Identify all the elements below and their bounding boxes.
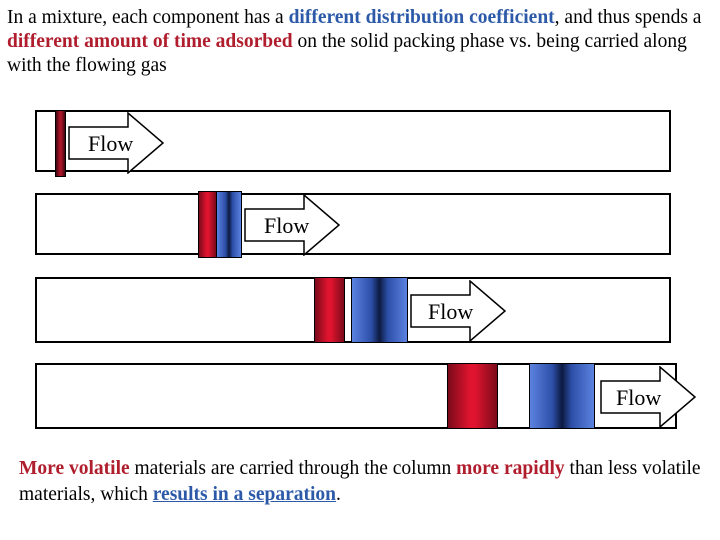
- time-adsorbed-highlight: different amount of time adsorbed: [7, 31, 293, 52]
- intro-text-2: , and thus spends a: [554, 7, 702, 28]
- conclusion-text-2: than less volatile materials, which: [19, 458, 701, 505]
- flow-label-2: Flow: [264, 213, 310, 238]
- flow-label-1: Flow: [88, 131, 134, 156]
- red-band-stage-2: [198, 191, 217, 258]
- intro-text-3: on the solid packing phase vs. being carried along with the flowing gas: [7, 31, 687, 76]
- blue-band-stage-4: [529, 363, 595, 429]
- intro-text-1: In a mixture, each component has a: [7, 7, 289, 28]
- flow-label-4: Flow: [616, 385, 662, 410]
- conclusion-text-1: materials are carried through the column: [129, 458, 457, 479]
- red-band-stage-3: [314, 277, 345, 343]
- flow-label-3: Flow: [428, 299, 474, 324]
- intro-text: [7, 6, 719, 78]
- more-rapidly-highlight: more rapidly: [456, 458, 565, 479]
- blue-band-stage-2: [216, 191, 242, 258]
- conclusion-text: [19, 456, 709, 508]
- column-stage-2: [35, 193, 671, 255]
- more-volatile-highlight: More volatile: [19, 458, 130, 479]
- distribution-coefficient-highlight: different distribution coefficient: [288, 7, 555, 28]
- red-band-stage-4: [447, 363, 498, 429]
- results-in-separation-link[interactable]: results in a separation: [152, 484, 337, 505]
- blue-band-stage-3: [351, 277, 408, 343]
- conclusion-text-3: .: [336, 484, 341, 505]
- mixed-band-stage-1: [55, 110, 66, 177]
